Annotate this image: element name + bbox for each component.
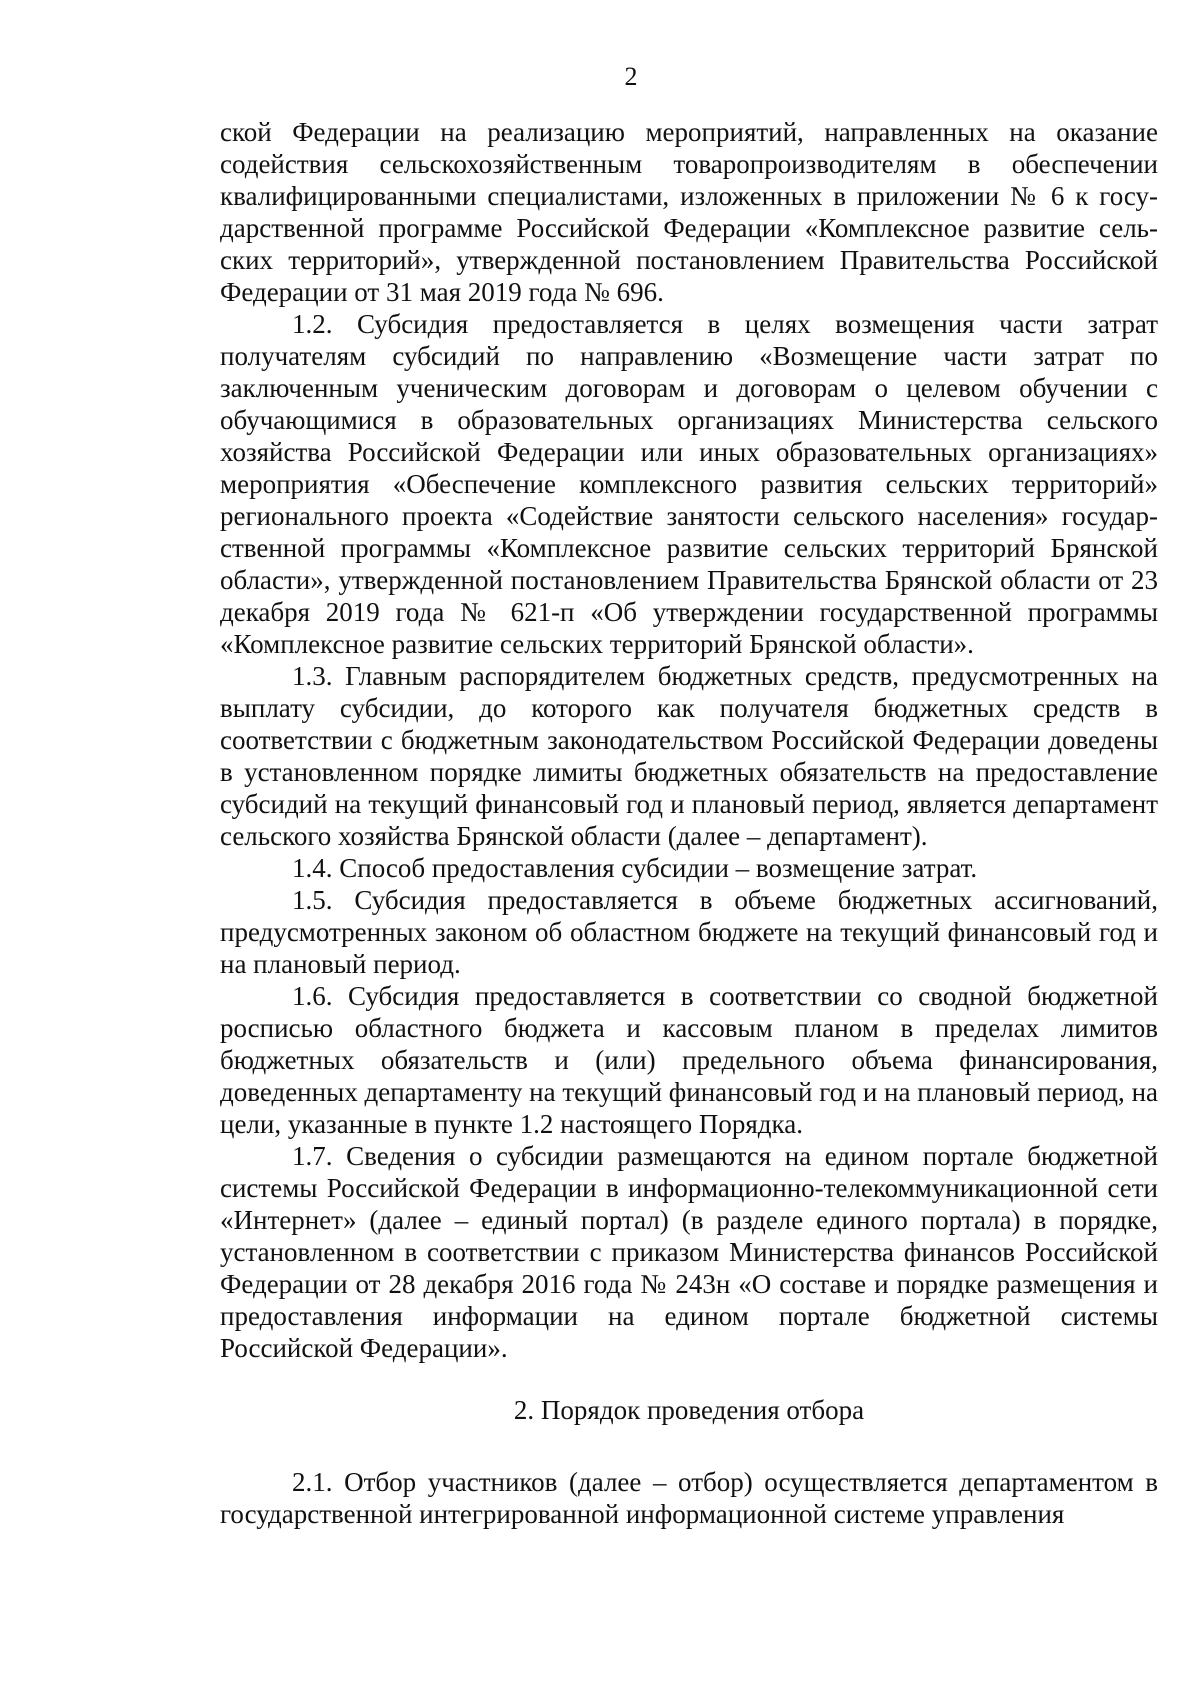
section-heading: 2. Порядок проведения отбора	[513, 1395, 865, 1425]
paragraph-continuation: ской Федерации на реализацию мероприятий, направленных на оказание содействия сельскохозяйственным товаропроизводителям в обеспечении квалифицированными специалистами, изложенных в приложении № 6 к государственной программе Российской Федерации «Комплексное развитие сельских территорий», утвержденной постановлением Правительства Российской Федерации от 31 мая 2019 года № 696.	[220, 117, 1158, 307]
paragraph-1-3: 1.3. Главным распорядителем бюджетных средств, предусмотренных на выплату субсидии, до которого как получателя бюджетных средств в соответствии с бюджетным законодательством Российской Федерации доведены в установленном порядке лимиты бюджетных обязательств на предоставление субсидий на текущий финансовый год и плановый период, является департамент сельского хозяйства Брянской области (далее – департамент).	[220, 661, 1158, 851]
paragraph-2-1: 2.1. Отбор участников (далее – отбор) осуществляется департаментом в государственной интегрированной информационной системе управления	[220, 1467, 1158, 1529]
paragraph-1-5: 1.5. Субсидия предоставляется в объеме бюджетных ассигнований, предусмотренных законом об областном бюджете на текущий финансовый год и на плановый период.	[220, 885, 1158, 979]
page-number: 2	[624, 62, 638, 91]
paragraph-1-4: 1.4. Способ предоставления субсидии – возмещение затрат.	[292, 853, 978, 883]
paragraph-1-6: 1.6. Субсидия предоставляется в соответствии со сводной бюджетной росписью областного бюджета и кассовым планом в пределах лимитов бюджетных обязательств и (или) предельного объема финансирования, доведенных департаменту на текущий финансовый год и на плановый период, на цели, указанные в пункте 1.2 настоящего Порядка.	[220, 981, 1158, 1139]
paragraph-1-7: 1.7. Сведения о субсидии размещаются на едином портале бюджетной системы Российской Федерации в информационно-телекоммуникационной сети «Интернет» (далее – единый портал) (в разделе единого портала) в порядке, установленном в соответствии с приказом Министерства финансов Российской Федерации от 28 декабря 2016 года № 243н «О составе и порядке размещения и предоставления информации на едином портале бюджетной системы Российской Федерации».	[220, 1141, 1158, 1363]
paragraph-1-2: 1.2. Субсидия предоставляется в целях возмещения части затрат получателям субсидий по направлению «Возмещение части затрат по заключенным ученическим договорам и договорам о целевом обучении с обучающимися в образовательных организациях Министерства сельского хозяйства Российской Федерации или иных образовательных организациях» мероприятия «Обеспечение комплексного развития сельских территорий» регионального проекта «Содействие занятости сельского населения» государственной программы «Комплексное развитие сельских территорий Брянской области», утвержденной постановлением Правительства Брянской области от 23 декабря 2019 года № 621-п «Об утверждении государственной программы «Комплексное развитие сельских территорий Брянской области».	[220, 309, 1158, 659]
document-body	[220, 116, 1158, 1530]
